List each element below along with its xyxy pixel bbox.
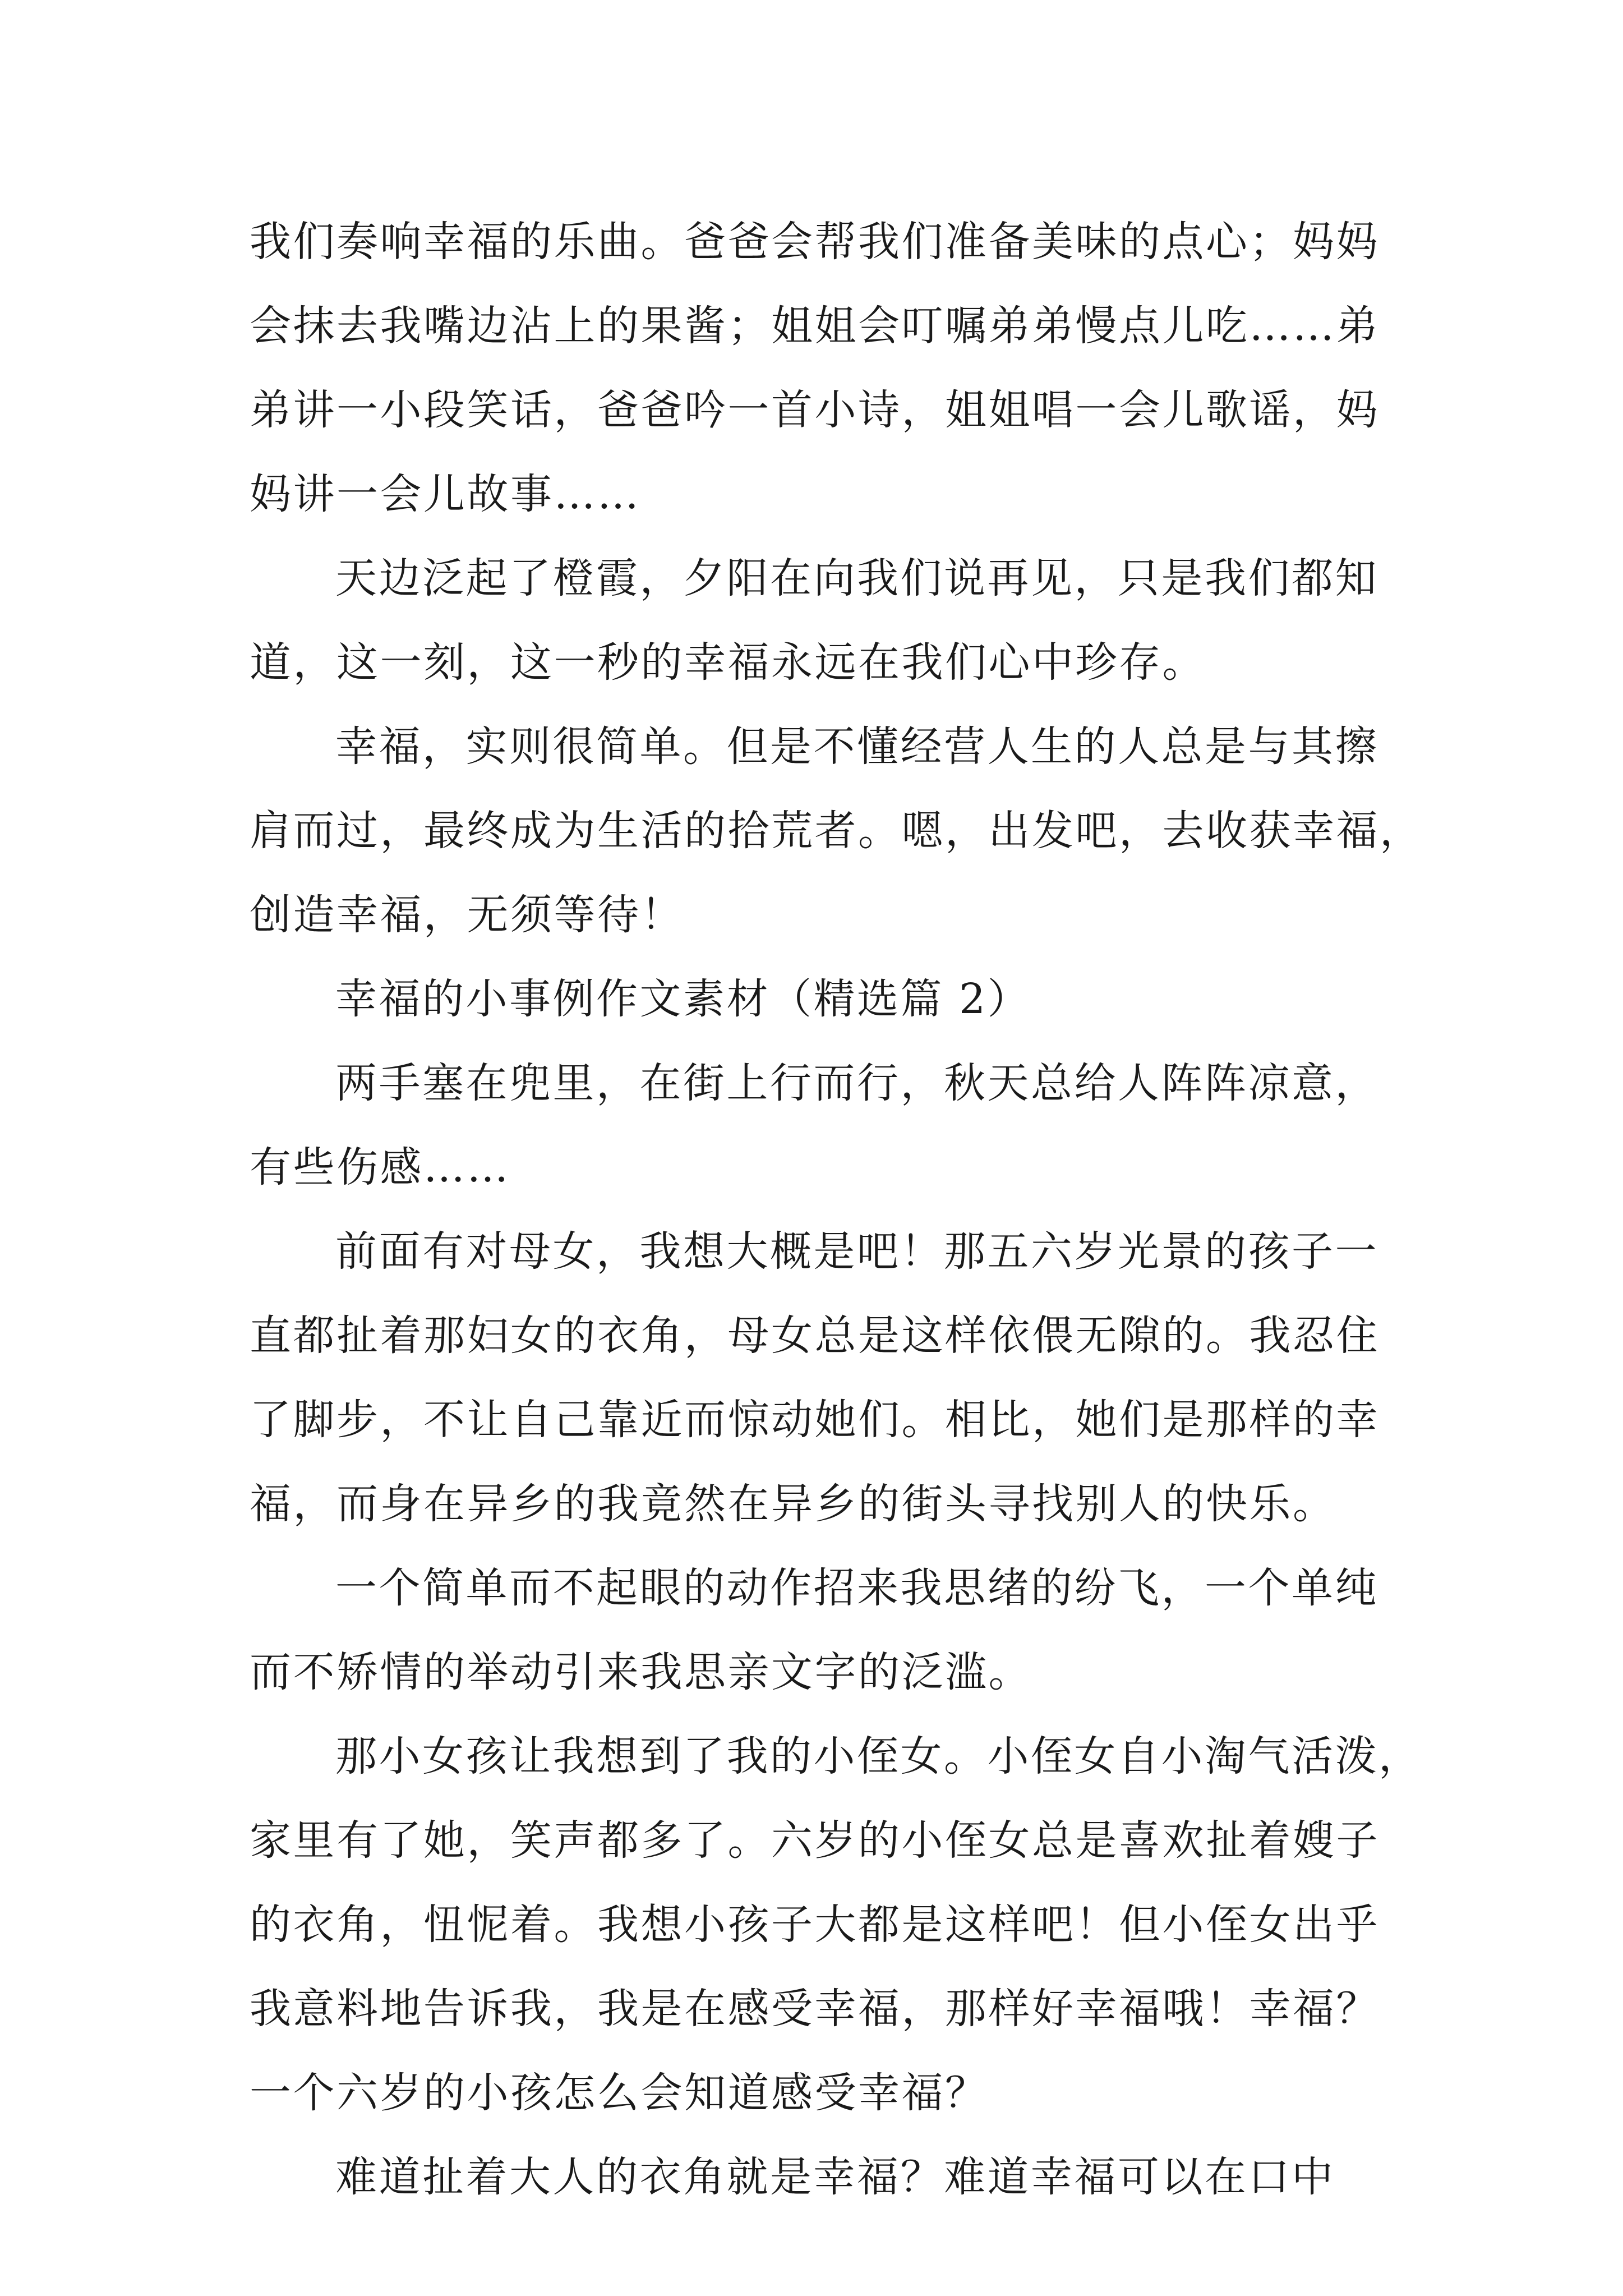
text-line: 我意料地告诉我，我是在感受幸福，那样好幸福哦！幸福？ [250, 1985, 1380, 2033]
text-line: 肩而过，最终成为生活的拾荒者。嗯，出发吧，去收获幸福， [250, 807, 1423, 855]
text-line: 弟讲一小段笑话，爸爸吟一首小诗，姐姐唱一会儿歌谣，妈 [250, 386, 1380, 434]
text-line: 了脚步，不让自己靠近而惊动她们。相比，她们是那样的幸 [250, 1396, 1380, 1444]
text-line: 幸福，实则很简单。但是不懂经营人生的人总是与其擦 [335, 723, 1378, 771]
text-line: 有些伤感…… [250, 1143, 510, 1191]
text-line: 我们奏响幸福的乐曲。爸爸会帮我们准备美味的点心；妈妈 [250, 218, 1380, 266]
text-line: 一个简单而不起眼的动作招来我思绪的纷飞，一个单纯 [335, 1564, 1378, 1612]
text-line: 创造幸福，无须等待！ [250, 891, 684, 939]
text-line: 一个六岁的小孩怎么会知道感受幸福？ [250, 2069, 989, 2117]
text-line: 前面有对母女，我想大概是吧！那五六岁光景的孩子一 [335, 1227, 1378, 1276]
text-line: 天边泛起了橙霞，夕阳在向我们说再见，只是我们都知 [335, 554, 1378, 602]
text-line: 难道扯着大人的衣角就是幸福？难道幸福可以在口中 [335, 2153, 1335, 2201]
text-line: 两手塞在兜里，在街上行而行，秋天总给人阵阵凉意， [335, 1059, 1378, 1107]
text-line: 的衣角，忸怩着。我想小孩子大都是这样吧！但小侄女出乎 [250, 1901, 1380, 1949]
text-line: 会抹去我嘴边沾上的果酱；姐姐会叮嘱弟弟慢点儿吃……弟 [250, 302, 1380, 350]
text-line: 道，这一刻，这一秒的幸福永远在我们心中珍存。 [250, 638, 1206, 687]
text-line: 而不矫情的举动引来我思亲文字的泛滥。 [250, 1648, 1032, 1696]
section-heading: 幸福的小事例作文素材（精选篇 2） [335, 975, 1031, 1023]
text-line: 直都扯着那妇女的衣角，母女总是这样依偎无隙的。我忍住 [250, 1312, 1380, 1360]
text-line: 那小女孩让我想到了我的小侄女。小侄女自小淘气活泼， [335, 1732, 1422, 1780]
text-line: 家里有了她，笑声都多了。六岁的小侄女总是喜欢扯着嫂子 [250, 1816, 1380, 1865]
text-line: 妈讲一会儿故事…… [250, 470, 641, 518]
text-line: 福，而身在异乡的我竟然在异乡的街头寻找别人的快乐。 [250, 1480, 1336, 1528]
